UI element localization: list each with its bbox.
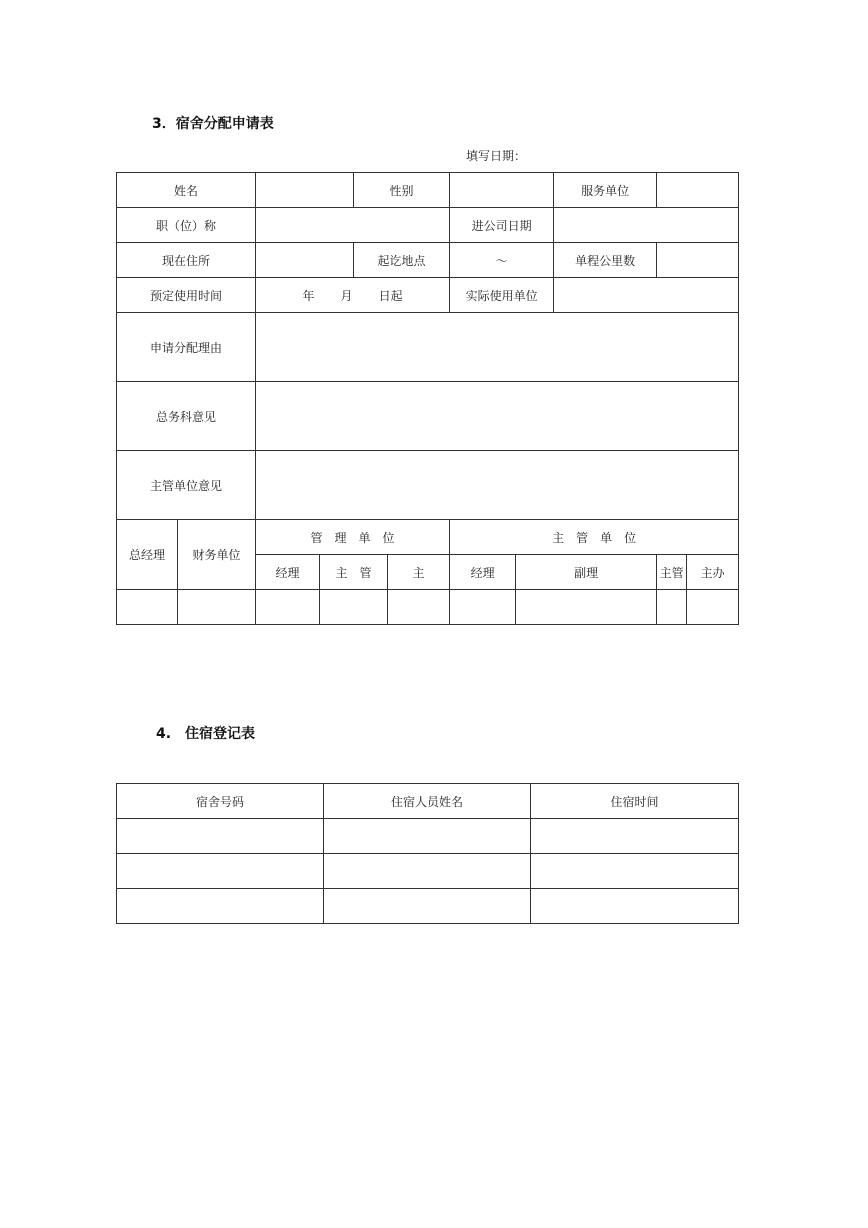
service-unit-field[interactable] <box>657 173 739 208</box>
mgmt-col-supervisor: 主 管 <box>320 555 388 590</box>
join-date-field[interactable] <box>554 208 739 243</box>
position-label: 职（位）称 <box>117 208 256 243</box>
reason-field[interactable] <box>256 313 739 382</box>
stay-time-field[interactable] <box>531 819 739 854</box>
mgmt-supervisor-sign-field[interactable] <box>320 590 388 625</box>
stay-time-field[interactable] <box>531 854 739 889</box>
fill-date-label: 填写日期： <box>466 149 527 163</box>
gender-field[interactable] <box>450 173 554 208</box>
route-label: 起讫地点 <box>354 243 450 278</box>
header-stay-time: 住宿时间 <box>531 784 739 819</box>
header-resident-name: 住宿人员姓名 <box>324 784 531 819</box>
resident-name-field[interactable] <box>324 819 531 854</box>
finance-label: 财务单位 <box>178 520 256 590</box>
planned-time-label: 预定使用时间 <box>117 278 256 313</box>
header-room-number: 宿舍号码 <box>117 784 324 819</box>
super-col-handler: 主办 <box>687 555 739 590</box>
mgmt-manager-sign-field[interactable] <box>256 590 320 625</box>
supervisor-field[interactable] <box>256 451 739 520</box>
mgmt-col-manager: 经理 <box>256 555 320 590</box>
super-col-deputy: 副理 <box>516 555 657 590</box>
mgmt-col-chief: 主 <box>388 555 450 590</box>
section3-title: 3．宿舍分配申请表 <box>152 116 274 132</box>
resident-name-field[interactable] <box>324 889 531 924</box>
general-affairs-label: 总务科意见 <box>117 382 256 451</box>
dorm-application-table <box>116 172 739 625</box>
resident-name-field[interactable] <box>324 854 531 889</box>
room-number-field[interactable] <box>117 854 324 889</box>
table-row <box>117 889 739 924</box>
super-deputy-sign-field[interactable] <box>516 590 657 625</box>
planned-time-field[interactable] <box>256 278 450 313</box>
gm-sign-field[interactable] <box>117 590 178 625</box>
lodging-register-table <box>116 783 739 924</box>
name-label: 姓名 <box>117 173 256 208</box>
mgmt-chief-sign-field[interactable] <box>388 590 450 625</box>
date-month: 月 <box>340 288 353 303</box>
actual-unit-label: 实际使用单位 <box>450 278 554 313</box>
room-number-field[interactable] <box>117 889 324 924</box>
finance-sign-field[interactable] <box>178 590 256 625</box>
residence-field[interactable] <box>256 243 354 278</box>
actual-unit-field[interactable] <box>554 278 739 313</box>
distance-label: 单程公里数 <box>554 243 657 278</box>
table-row <box>117 819 739 854</box>
super-col-manager: 经理 <box>450 555 516 590</box>
service-unit-label: 服务单位 <box>554 173 657 208</box>
reason-label: 申请分配理由 <box>117 313 256 382</box>
supervisor-label: 主管单位意见 <box>117 451 256 520</box>
route-field[interactable]: ～ <box>450 243 554 278</box>
position-field[interactable] <box>256 208 450 243</box>
room-number-field[interactable] <box>117 819 324 854</box>
date-day: 日起 <box>378 288 403 303</box>
residence-label: 现在住所 <box>117 243 256 278</box>
super-supervisor-sign-field[interactable] <box>657 590 687 625</box>
gm-label: 总经理 <box>117 520 178 590</box>
name-field[interactable] <box>256 173 354 208</box>
super-group-header: 主 管 单 位 <box>450 520 739 555</box>
super-col-supervisor: 主管 <box>657 555 687 590</box>
section4-title: 4. 住宿登记表 <box>156 726 256 742</box>
table-row <box>117 854 739 889</box>
gender-label: 性别 <box>354 173 450 208</box>
date-year: 年 <box>302 288 315 303</box>
general-affairs-field[interactable] <box>256 382 739 451</box>
distance-field[interactable] <box>657 243 739 278</box>
super-manager-sign-field[interactable] <box>450 590 516 625</box>
join-date-label: 进公司日期 <box>450 208 554 243</box>
fill-date <box>466 147 566 164</box>
super-handler-sign-field[interactable] <box>687 590 739 625</box>
mgmt-group-header: 管 理 单 位 <box>256 520 450 555</box>
stay-time-field[interactable] <box>531 889 739 924</box>
